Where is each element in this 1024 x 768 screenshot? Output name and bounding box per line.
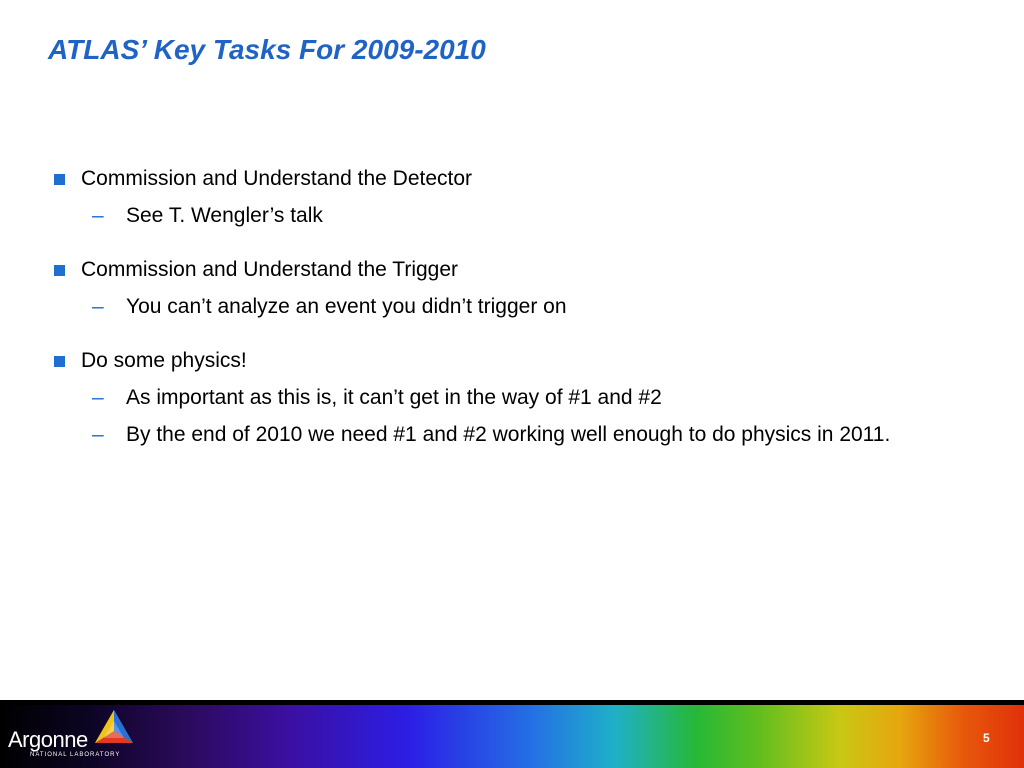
argonne-logo — [8, 705, 148, 768]
bullet-group-2 — [52, 256, 912, 321]
bullet-text: Do some physics! — [81, 349, 247, 372]
dash-bullet-icon: – — [92, 423, 104, 446]
dash-bullet-icon: – — [92, 295, 104, 318]
bullet-list — [52, 165, 912, 475]
sub-bullet-item — [52, 293, 912, 321]
logo-subtitle: NATIONAL LABORATORY — [30, 752, 121, 758]
slide-title: ATLAS’ Key Tasks For 2009-2010 — [48, 34, 486, 65]
sub-bullet-text: By the end of 2010 we need #1 and #2 working well enough to do physics in 2011. — [126, 423, 891, 446]
bullet-text: Commission and Understand the Detector — [81, 167, 473, 190]
bullet-group-1 — [52, 165, 912, 230]
sub-bullet-text: See T. Wengler’s talk — [126, 204, 323, 227]
sub-bullet-text: As important as this is, it can’t get in the way of #1 and #2 — [126, 386, 662, 409]
square-bullet-icon — [54, 265, 65, 276]
sub-bullet-item — [52, 202, 912, 230]
square-bullet-icon — [54, 174, 65, 185]
bullet-group-3 — [52, 347, 912, 449]
dash-bullet-icon: – — [92, 386, 104, 409]
sub-bullet-text: You can’t analyze an event you didn’t trigger on — [126, 295, 567, 318]
logo-name: Argonne — [8, 727, 88, 752]
bullet-item — [52, 165, 912, 193]
bullet-item — [52, 256, 912, 284]
page-number: 5 — [983, 731, 990, 745]
sub-bullet-item — [52, 384, 912, 412]
dash-bullet-icon: – — [92, 204, 104, 227]
argonne-triangle-icon — [94, 709, 134, 745]
bullet-item — [52, 347, 912, 375]
sub-bullet-item — [52, 421, 912, 449]
bullet-text: Commission and Understand the Trigger — [81, 258, 459, 281]
square-bullet-icon — [54, 356, 65, 367]
footer-bar — [0, 705, 1024, 768]
